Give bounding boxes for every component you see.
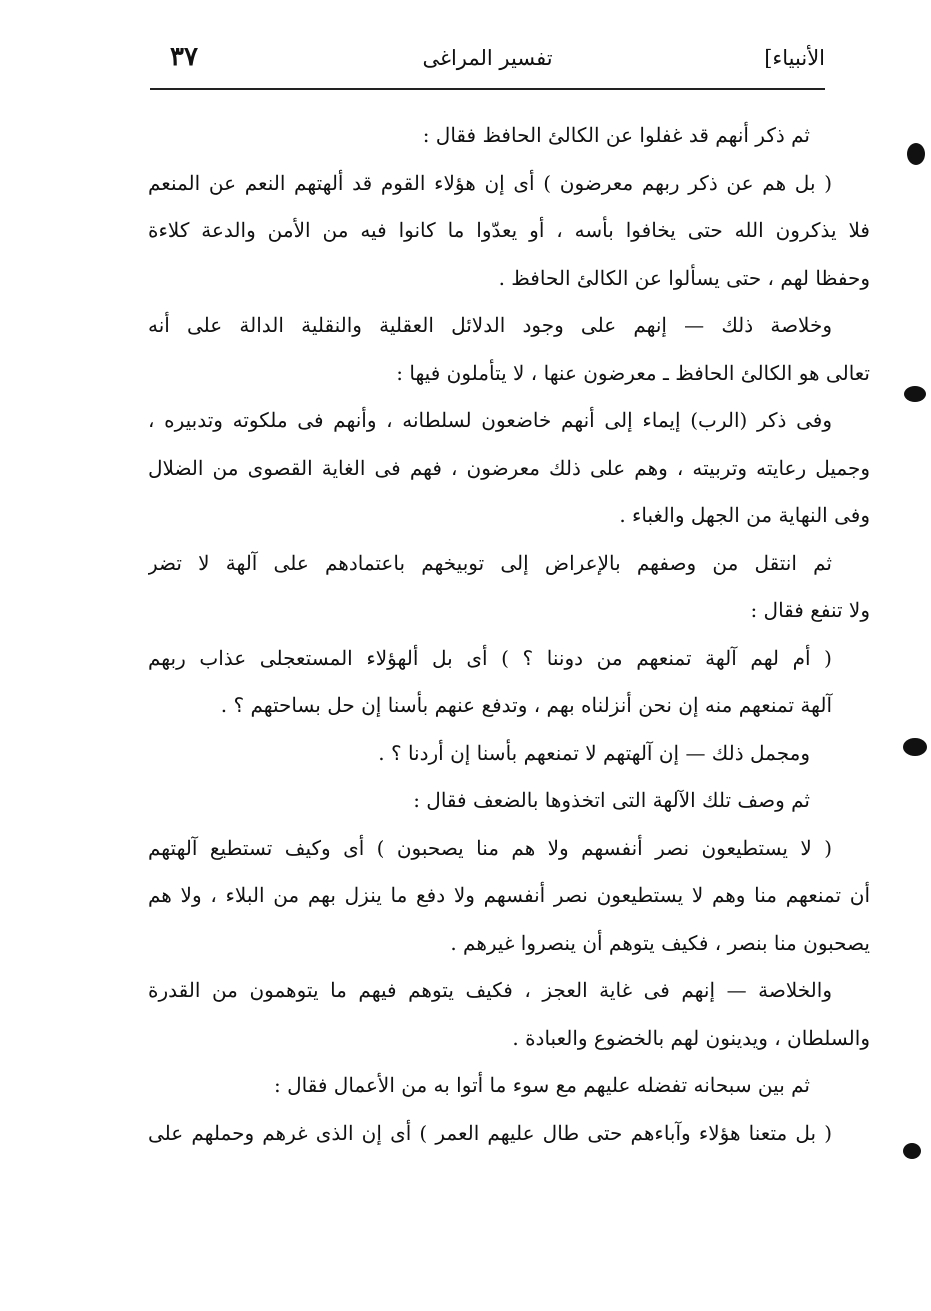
text-line: والخلاصة — إنهم فى غاية العجز ، فكيف يتوهم فيهم ما يتوهمون من القدرة (148, 978, 832, 1002)
margin-ink-blot (904, 386, 926, 402)
page-header (150, 40, 825, 90)
text-line: فلا يذكرون الله حتى يخافوا بأسه ، أو يعدّوا ما كانوا فيه من الأمن والدعة كلاءة (148, 218, 870, 242)
text-line: يصحبون منا بنصر ، فكيف يتوهم أن ينصروا غيرهم . (450, 930, 870, 955)
text-line: وفى النهاية من الجهل والغباء . (619, 503, 870, 527)
text-line: آلهة تمنعهم منه إن نحن أنزلناه بهم ، وتدفع عنهم بأسنا إن حل بساحتهم ؟ . (220, 693, 832, 717)
page-number: ٣٧ (170, 42, 198, 72)
header-rule (150, 88, 825, 90)
text-line: ثم انتقل من وصفهم بالإعراض إلى توبيخهم باعتمادهم على آلهة لا تضر (148, 550, 832, 575)
margin-ink-blot (903, 738, 927, 756)
text-line: ثم بين سبحانه تفضله عليهم مع سوء ما أتوا به من الأعمال فقال : (274, 1073, 810, 1097)
text-line: ( أم لهم آلهة تمنعهم من دوننا ؟ ) أى بل ألهؤلاء المستعجلى عذاب ربهم (148, 645, 832, 670)
text-line: ( بل متعنا هؤلاء وآباءهم حتى طال عليهم العمر ) أى إن الذى غرهم وحملهم على (148, 1120, 832, 1145)
text-line: وفى ذكر (الرب) إيماء إلى أنهم خاضعون لسلطانه ، وأنهم فى ملكوته وتدبيره ، (148, 408, 832, 432)
body-text (148, 112, 870, 1157)
book-title: تفسير المراغى (422, 46, 553, 70)
text-line: ( لا يستطيعون نصر أنفسهم ولا هم منا يصحبون ) أى وكيف تستطيع آلهتهم (148, 835, 832, 860)
surah-name: الأنبياء] (764, 46, 825, 70)
text-line: ثم وصف تلك الآلهة التى اتخذوها بالضعف فقال : (413, 788, 810, 812)
margin-ink-blot (907, 143, 925, 165)
text-line: تعالى هو الكالئ الحافظ ـ معرضون عنها ، لا يتأملون فيها : (396, 360, 870, 385)
text-line: أن تمنعهم منا وهم لا يستطيعون نصر أنفسهم ولا دفع ما ينزل بهم من البلاء ، ولا هم (148, 883, 870, 907)
text-line: ومجمل ذلك — إن آلهتهم لا تمنعهم بأسنا إن أردنا ؟ . (378, 740, 810, 765)
text-line: وحفظا لهم ، حتى يسألوا عن الكالئ الحافظ . (498, 265, 870, 290)
text-line: ولا تنفع فقال : (750, 598, 870, 622)
text-line: ثم ذكر أنهم قد غفلوا عن الكالئ الحافظ فقال : (422, 123, 810, 147)
text-line: والسلطان ، ويدينون لهم بالخضوع والعبادة . (512, 1025, 870, 1050)
text-line: ( بل هم عن ذكر ربهم معرضون ) أى إن هؤلاء القوم قد ألهتهم النعم عن المنعم (148, 170, 832, 195)
text-line: وخلاصة ذلك — إنهم على وجود الدلائل العقلية والنقلية الدالة على أنه (148, 313, 832, 337)
margin-ink-blot (903, 1143, 921, 1159)
text-line: وجميل رعايته وتربيته ، وهم على ذلك معرضون ، فهم فى الغاية القصوى من الضلال (148, 455, 870, 480)
